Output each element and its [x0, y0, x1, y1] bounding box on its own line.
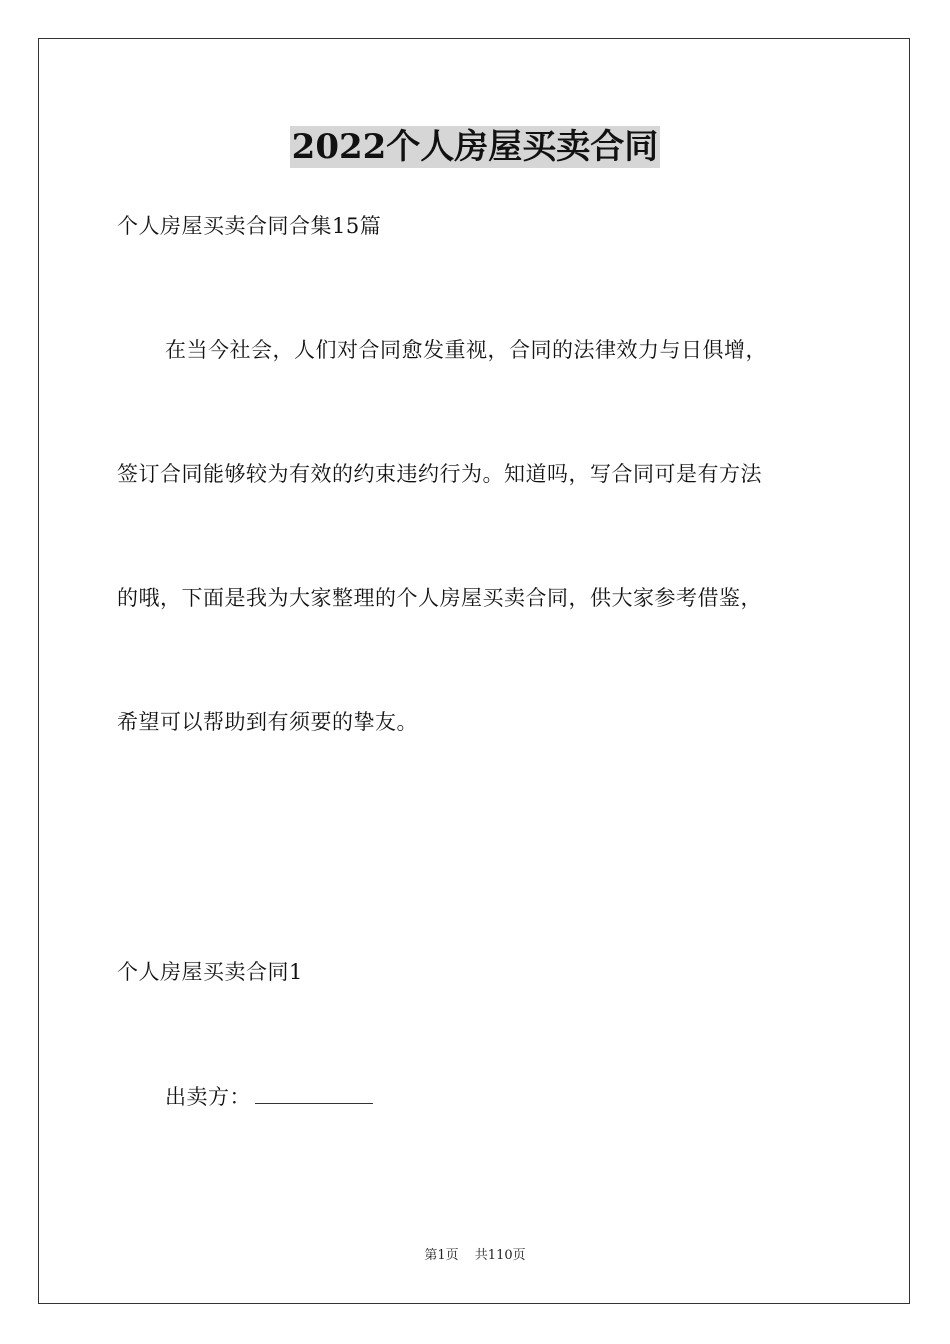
paragraph-line-4: 希望可以帮助到有须要的挚友。	[117, 710, 418, 734]
seller-blank-line	[255, 1083, 373, 1104]
document-subtitle: 个人房屋买卖合同合集15篇	[117, 214, 382, 238]
paragraph-line-1: 在当今社会，人们对合同愈发重视，合同的法律效力与日俱增，	[165, 338, 767, 362]
seller-field	[165, 1083, 373, 1111]
section-heading: 个人房屋买卖合同1	[117, 960, 303, 984]
document-title: 2022个人房屋买卖合同	[291, 127, 659, 167]
paragraph-line-2: 签订合同能够较为有效的约束违约行为。知道吗，写合同可是有方法	[117, 462, 762, 486]
title-container	[0, 126, 950, 168]
total-pages: 共110页	[474, 1248, 526, 1263]
page-footer	[0, 1247, 950, 1265]
paragraph-line-3: 的哦，下面是我为大家整理的个人房屋买卖合同，供大家参考借鉴，	[117, 586, 762, 610]
seller-label: 出卖方：	[165, 1085, 251, 1109]
page-number: 第1页	[424, 1248, 459, 1263]
